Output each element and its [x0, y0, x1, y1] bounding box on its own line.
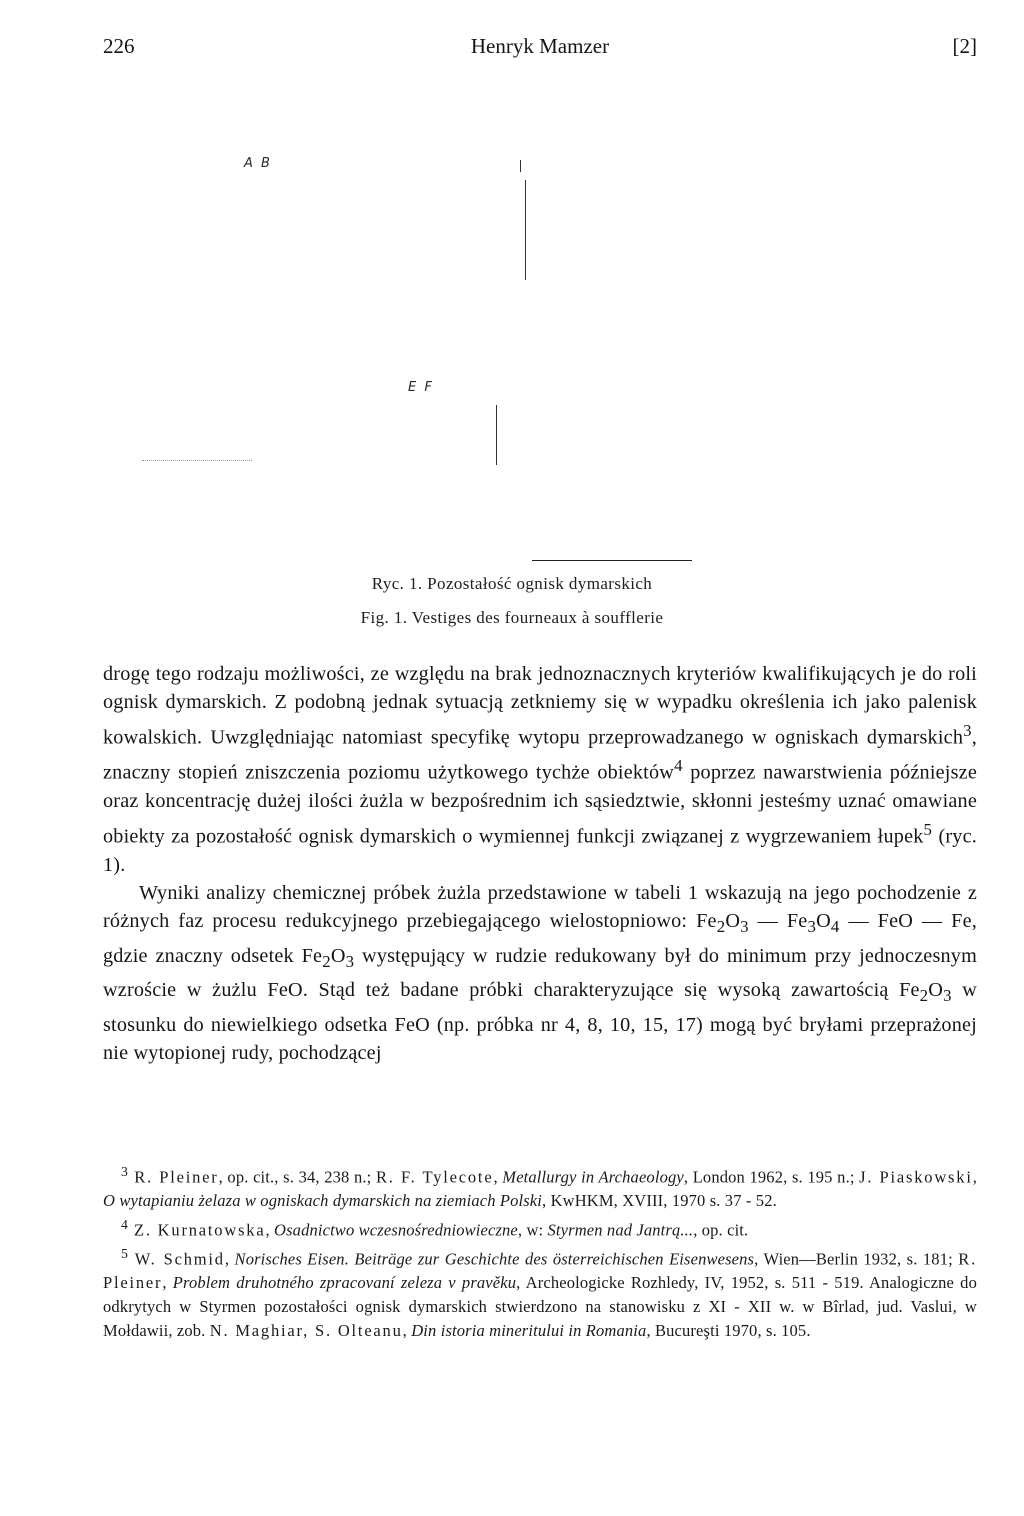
- text-run: ,: [402, 1320, 412, 1340]
- text-run: O: [330, 944, 346, 967]
- subscript: 3: [807, 917, 817, 937]
- text-run: , w:: [517, 1220, 548, 1240]
- section-line-ef: [496, 405, 497, 465]
- subscript: 3: [943, 986, 952, 1006]
- title: O wytapianiu żelaza w ogniskach dymarskich na ziemiach Polski: [103, 1191, 543, 1211]
- text-run: drogę tego rodzaju możliwości, ze względu na brak jednoznacznych kryteriów kwalifikujących je do roli ognisk dymarskich. Z podobną jednak sytuacją zetkniemy się w wypadku określenia ich jako palenisk kowalskich. Uwzględniając natomiast specyfikę wytopu przeprowadzanego w ogniskach dymarskich: [103, 663, 977, 749]
- footnotes: [103, 1160, 977, 1342]
- text-run: (ryc. 1).: [103, 825, 977, 876]
- text-run: , KwHKM, XVIII, 1970 s. 37 - 52.: [542, 1191, 777, 1211]
- section-number: [2]: [952, 34, 977, 58]
- title: Problem druhotného zpracovaní zeleza v pravěku: [172, 1273, 517, 1293]
- text-run: poprzez nawarstwienia późniejsze oraz koncentrację dużej ilości żużla w bezpośrednim ich sąsiedztwie, skłonni jesteśmy uznać omawiane obiekty za pozostałość ognisk dymarskich o wymiennej funkcji związanej z wygrzewaniem łupek: [103, 761, 977, 848]
- caption-fr: Fig. 1. Vestiges des fourneaux à soufflerie: [360, 608, 664, 627]
- figure-trace: [142, 460, 252, 461]
- subscript: 3: [740, 917, 749, 937]
- figure-label-ef: E F: [408, 380, 434, 395]
- author: Z. Kurnatowska: [128, 1220, 266, 1240]
- author: R. Pleiner: [103, 1249, 977, 1293]
- subscript: 2: [919, 986, 929, 1006]
- text-run: , London 1962, s. 195 n.;: [683, 1167, 860, 1187]
- paragraph-1: [103, 660, 977, 879]
- running-author: Henryk Mamzer: [470, 34, 610, 58]
- text-run: ,: [493, 1167, 503, 1187]
- footnote-4: [103, 1213, 977, 1242]
- footnote-ref-3: 3: [963, 720, 972, 740]
- text-run: O: [816, 910, 831, 933]
- author: N. Maghiar, S. Olteanu: [209, 1320, 403, 1340]
- text-run: — FeO — Fe, gdzie znaczny odsetek Fe: [103, 910, 978, 967]
- text-run: , Wien—Berlin 1932, s. 181;: [754, 1249, 959, 1269]
- text-run: — Fe: [748, 910, 808, 933]
- figure-mark: [520, 160, 521, 172]
- text-run: , Bucureşti 1970, s. 105.: [646, 1320, 811, 1340]
- subscript: 4: [830, 917, 840, 937]
- author: W. Schmid: [128, 1249, 225, 1269]
- caption-pl: Ryc. 1. Pozostałość ognisk dymarskich: [371, 574, 653, 593]
- text-run: O: [928, 979, 944, 1002]
- text-run: O: [725, 910, 741, 933]
- paragraph-2: [103, 879, 977, 1068]
- text-run: Wyniki analizy chemicznej próbek żużla przedstawione w tabeli 1 wskazują na jego pochodzenie z różnych faz procesu redukcyjnego przebiegającego wielostopniowo: Fe: [103, 882, 977, 933]
- body-text: [103, 660, 977, 1068]
- author: R. F. Tylecote: [376, 1167, 494, 1187]
- text-run: występujący w rudzie redukowany był do minimum przy jednoczesnym wzroście w żużlu FeO. Stąd też badane próbki charakteryzujące się wysoką zawartością Fe: [103, 944, 977, 1002]
- footnote-mark: 5: [121, 1246, 129, 1262]
- text-run: , op. cit., s. 34, 238 n.;: [218, 1167, 376, 1187]
- text-run: w stosunku do niewielkiego odsetka FeO (np. próbka nr 4, 8, 10, 15, 17) mogą być bryłami przeprażonej nie wytopionej rudy, pochodzącej: [103, 979, 977, 1065]
- figure-label-ab: A B: [244, 156, 272, 171]
- text-run: ,: [224, 1249, 235, 1269]
- author: R. Pleiner: [128, 1167, 219, 1187]
- title: Styrmen nad Jantrą...: [547, 1220, 694, 1240]
- text-run: , znaczny stopień zniszczenia poziomu użytkowego tychże obiektów: [103, 726, 977, 784]
- text-run: ,: [265, 1220, 275, 1240]
- footnote-ref-5: 5: [923, 819, 933, 839]
- section-line-ab: [525, 180, 526, 280]
- author: J. Piaskowski: [859, 1167, 973, 1187]
- subscript: 3: [345, 951, 355, 971]
- text-run: ,: [162, 1273, 173, 1293]
- title: Norisches Eisen. Beiträge zur Geschichte des österreichischen Eisenwesens: [234, 1249, 755, 1269]
- subscript: 2: [716, 917, 726, 937]
- title: Osadnictwo wczesnośredniowieczne: [274, 1220, 518, 1240]
- footnote-mark: 4: [121, 1216, 129, 1232]
- text-run: ,: [972, 1167, 977, 1187]
- footnote-5: [103, 1242, 977, 1342]
- text-run: , op. cit.: [693, 1220, 749, 1240]
- page-number: 226: [103, 34, 135, 58]
- footnote-ref-4: 4: [674, 755, 683, 775]
- title: Din istoria mineritului in Romania: [411, 1320, 647, 1340]
- text-run: , Archeologicke Rozhledy, IV, 1952, s. 511 - 519. Analogiczne do odkrytych w Styrmen pozostałości ognisk dymarskich stwierdzono na stanowisku z XI - XII w. w Bîrlad, jud. Vaslui, w Mołdawii, zob.: [103, 1273, 977, 1340]
- figure-rule: [532, 560, 692, 561]
- running-header: [103, 34, 977, 64]
- footnote-mark: 3: [121, 1164, 129, 1179]
- footnote-3: [103, 1160, 977, 1213]
- title: Metallurgy in Archaeology: [502, 1167, 684, 1187]
- figure-1: [100, 140, 930, 560]
- subscript: 2: [322, 951, 331, 971]
